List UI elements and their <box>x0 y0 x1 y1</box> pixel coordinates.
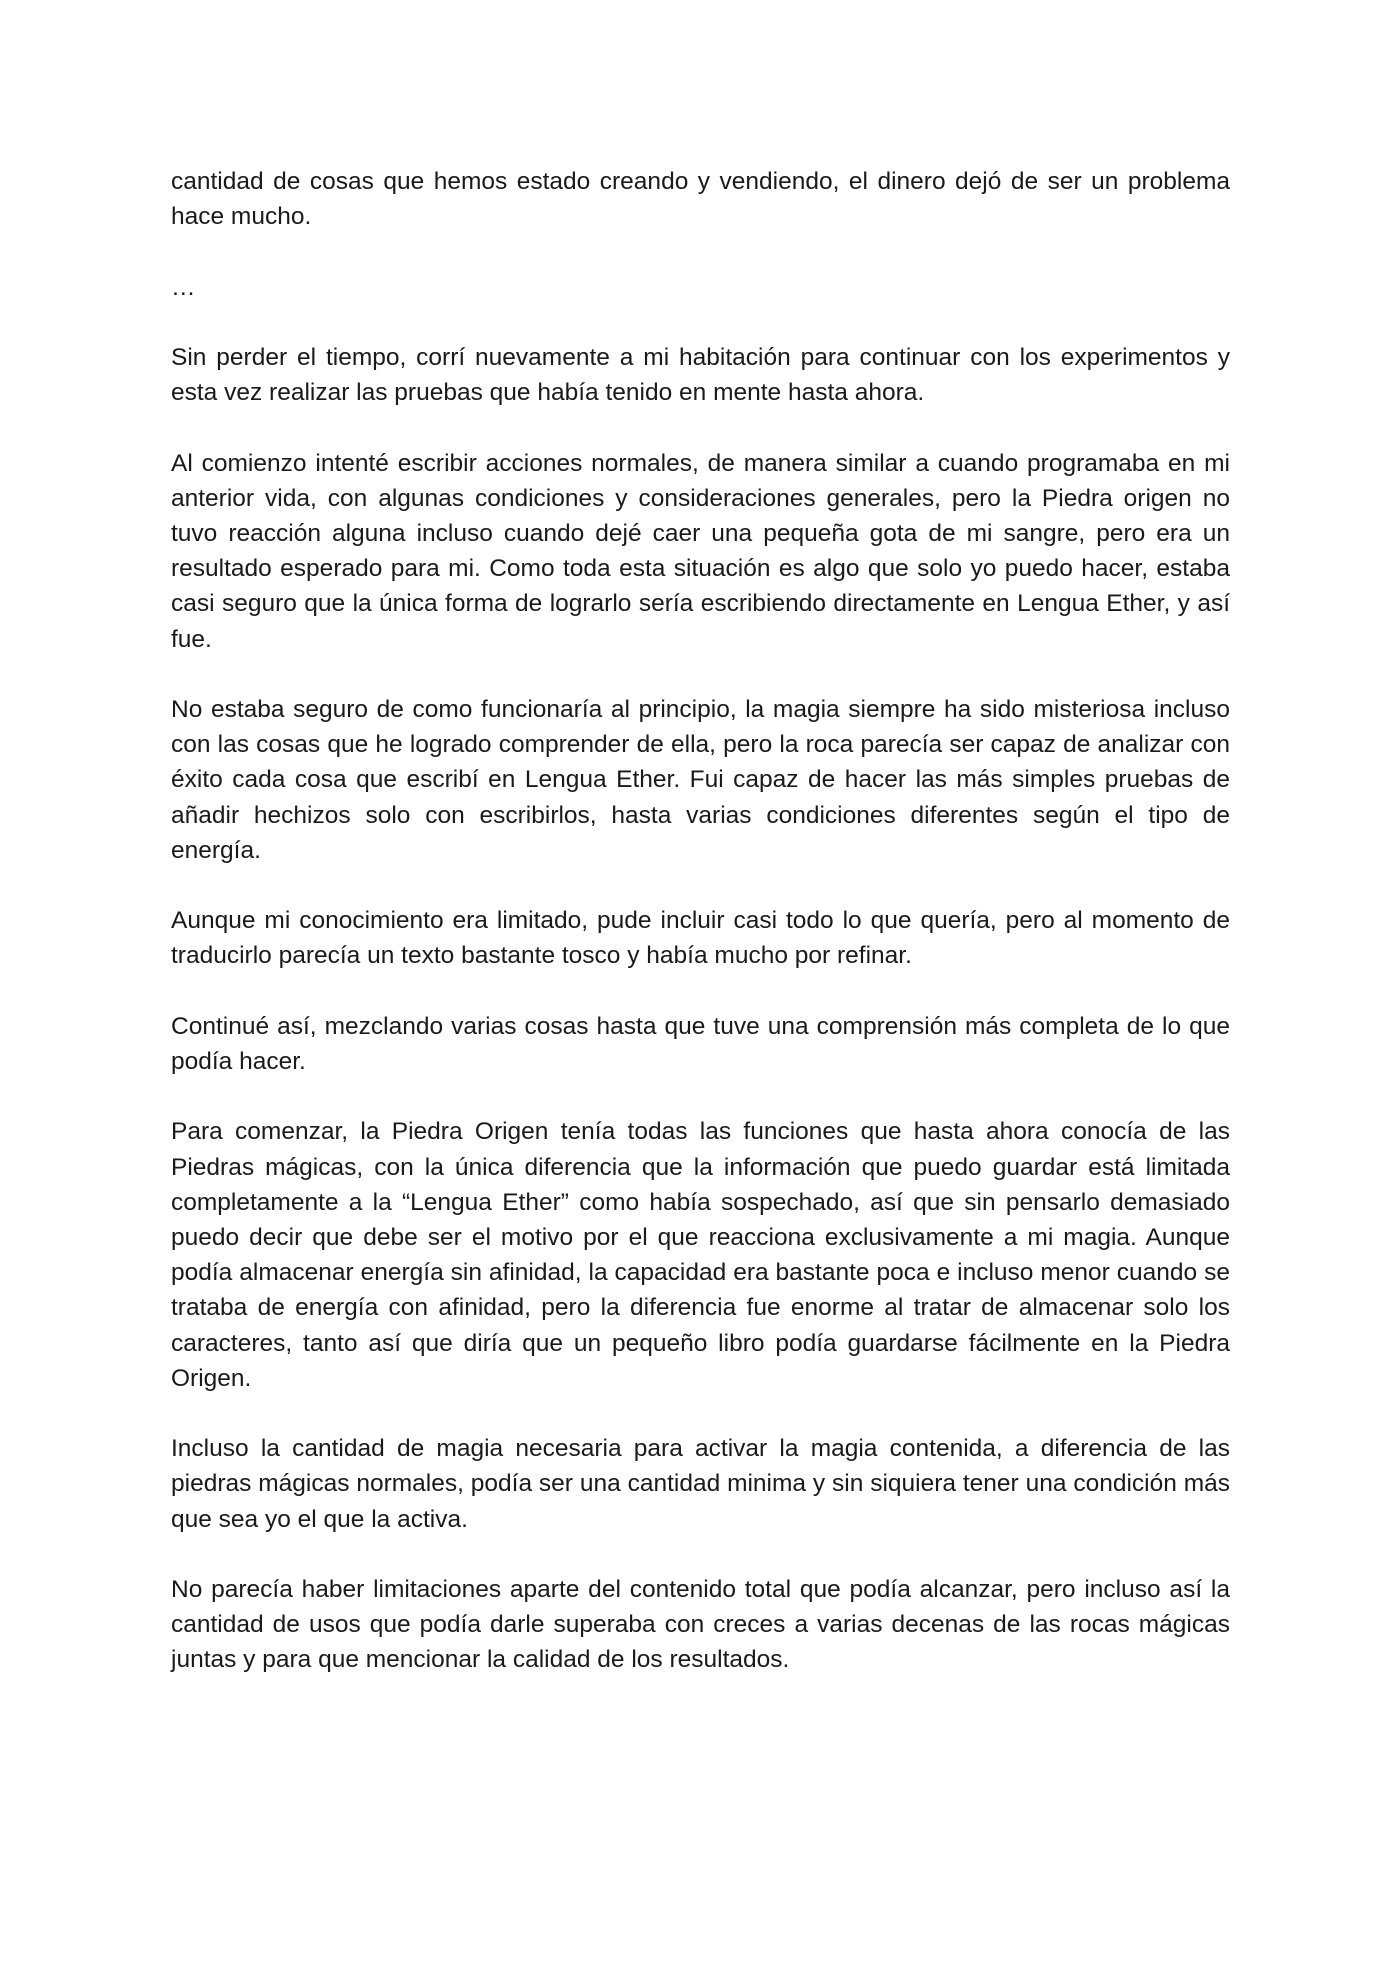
paragraph: Sin perder el tiempo, corrí nuevamente a mi habitación para continuar con los experimentos y esta vez realizar las pruebas que había tenido en mente hasta ahora. <box>171 343 1230 407</box>
paragraph: No parecía haber limitaciones aparte del contenido total que podía alcanzar, pero incluso así la cantidad de usos que podía darle superaba con creces a varias decenas de las rocas mágicas juntas y para que mencionar la calidad de los resultados. <box>171 1575 1230 1674</box>
paragraph: Al comienzo intenté escribir acciones normales, de manera similar a cuando programaba en mi anterior vida, con algunas condiciones y consideraciones generales, pero la Piedra origen no tuvo reacción alguna incluso cuando dejé caer una pequeña gota de mi sangre, pero era un resultado esperado para mi. Como toda esta situación es algo que solo yo puedo hacer, estaba casi seguro que la única forma de lograrlo sería escribiendo directamente en Lengua Ether, y así fue. <box>171 449 1230 653</box>
paragraph: No estaba seguro de como funcionaría al principio, la magia siempre ha sido misteriosa incluso con las cosas que he logrado comprender de ella, pero la roca parecía ser capaz de analizar con éxito cada cosa que escribí en Lengua Ether. Fui capaz de hacer las más simples pruebas de añadir hechizos solo con escribirlos, hasta varias condiciones diferentes según el tipo de energía. <box>171 695 1230 864</box>
scene-break-ellipsis: … <box>171 273 196 301</box>
paragraph: Continué así, mezclando varias cosas hasta que tuve una comprensión más completa de lo que podía hacer. <box>171 1012 1230 1075</box>
paragraph: cantidad de cosas que hemos estado creando y vendiendo, el dinero dejó de ser un problema hace mucho. <box>171 168 1230 231</box>
document-body <box>171 164 1230 1713</box>
paragraph: Para comenzar, la Piedra Origen tenía todas las funciones que hasta ahora conocía de las Piedras mágicas, con la única diferencia que la información que puedo guardar está limitada completamente a la “Lengua Ether” como había sospechado, así que sin pensarlo demasiado puedo decir que debe ser el motivo por el que reacciona exclusivamente a mi magia. Aunque podía almacenar energía sin afinidad, la capacidad era bastante poca e incluso menor cuando se trataba de energía con afinidad, pero la diferencia fue enorme al tratar de almacenar solo los caracteres, tanto así que diría que un pequeño libro podía guardarse fácilmente en la Piedra Origen. <box>171 1118 1230 1392</box>
paragraph: Incluso la cantidad de magia necesaria para activar la magia contenida, a diferencia de las piedras mágicas normales, podía ser una cantidad minima y sin siquiera tener una condición más que sea yo el que la activa. <box>171 1435 1230 1533</box>
paragraph: Aunque mi conocimiento era limitado, pude incluir casi todo lo que quería, pero al momento de traducirlo parecía un texto bastante tosco y había mucho por refinar. <box>171 907 1230 970</box>
